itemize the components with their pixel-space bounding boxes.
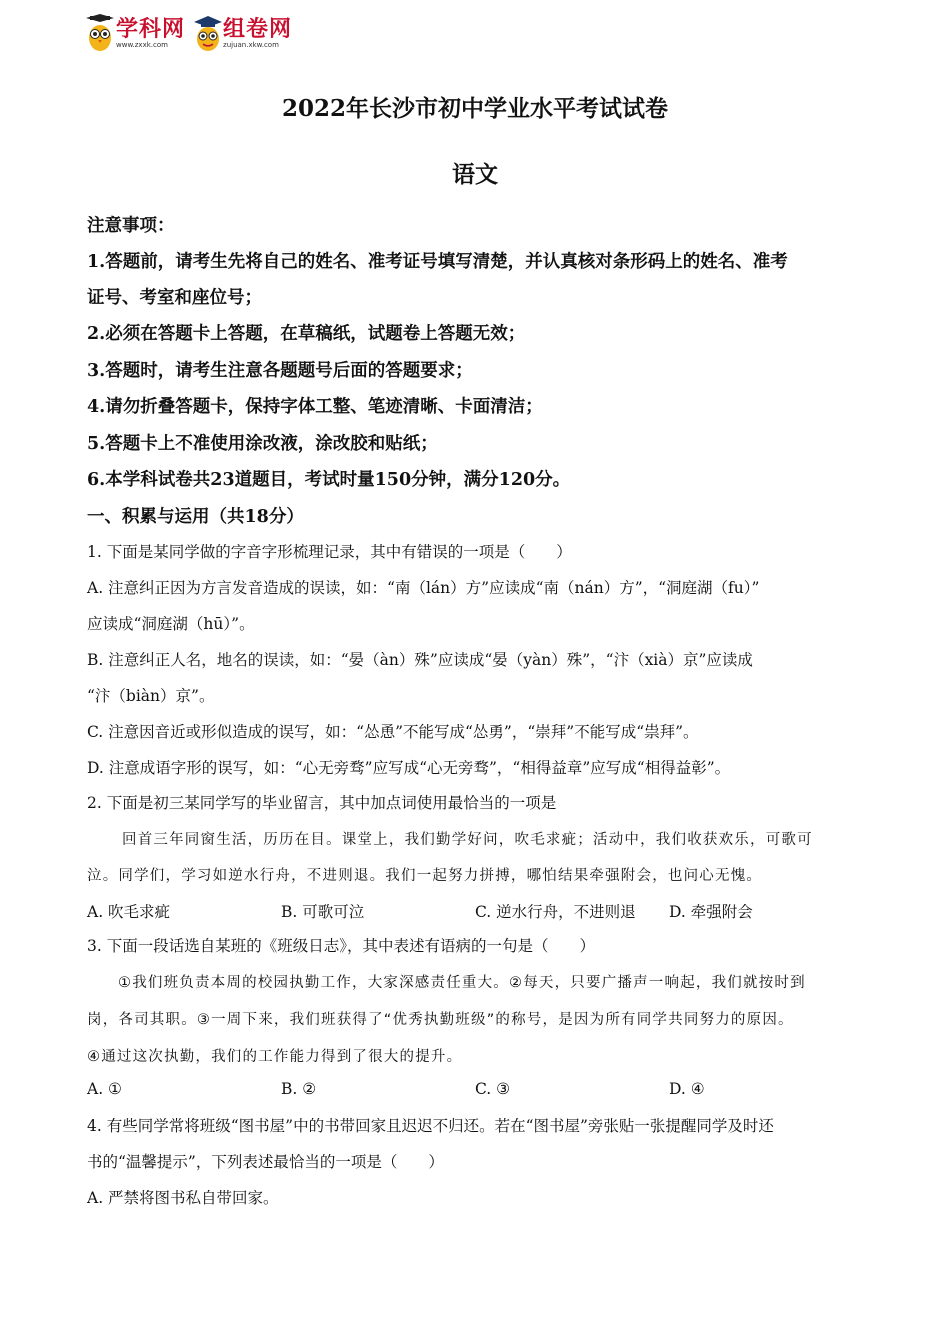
- q1-option-a-cont: 应读成“洞庭湖（hū）”。: [87, 615, 255, 633]
- q3-options: [87, 1080, 863, 1098]
- notice-line: 6.本学科试卷共23道题目，考试时量150分钟，满分120分。: [87, 470, 571, 490]
- q1-option-d: D. 注意成语字形的误写，如：“心无旁骛”应写成“心无旁骛”，“相得益章”应写成“相得益彰”。: [87, 759, 731, 777]
- q3-option: D. ④: [669, 1080, 705, 1098]
- q2-passage-cont: 泣。同学们，学习如逆水行舟，不进则退。我们一起努力拼搏，哪怕结果牵强附会，也问心无愧。: [87, 868, 763, 884]
- notice-line: 4.请勿折叠答题卡，保持字体工整、笔迹清晰、卡面清洁；: [87, 397, 543, 417]
- q3-option: A. ①: [87, 1080, 122, 1098]
- q2-option: C. 逆水行舟，不进则退: [475, 903, 636, 921]
- q3-passage-cont: ④通过这次执勤，我们的工作能力得到了很大的提升。: [87, 1049, 463, 1065]
- q4-option-a: A. 严禁将图书私自带回家。: [87, 1189, 279, 1207]
- zujuan-logo-url: zujuan.xkw.com: [223, 41, 279, 49]
- q2-option: D. 牵强附会: [669, 903, 753, 921]
- q1-option-a: A. 注意纠正因为方言发音造成的误读，如：“南（lán）方”应读成“南（nán）方”，“洞庭湖（fu）”: [87, 579, 760, 597]
- q3-passage: ①我们班负责本周的校园执勤工作，大家深感责任重大。②每天，只要广播声一响起，我们就按时到: [118, 975, 806, 991]
- q3-option: C. ③: [475, 1080, 511, 1098]
- q3-stem: 3. 下面一段话选自某班的《班级日志》，其中表述有语病的一句是（ ）: [87, 937, 595, 955]
- zxxk-logo[interactable]: [86, 14, 185, 54]
- q4-stem-cont: 书的“温馨提示”，下列表述最恰当的一项是（ ）: [87, 1153, 444, 1171]
- q1-option-c: C. 注意因音近或形似造成的误写，如：“怂恿”不能写成“怂勇”，“崇拜”不能写成“祟拜”。: [87, 723, 699, 741]
- zujuan-logo-text: 组卷网: [223, 17, 293, 42]
- q2-option: A. 吹毛求疵: [87, 903, 171, 921]
- notice-line: 2.必须在答题卡上答题，在草稿纸，试题卷上答题无效；: [87, 324, 526, 344]
- owl-mascot-icon: [86, 14, 116, 54]
- notice-heading: 注意事项：: [87, 216, 175, 236]
- zxxk-logo-url: www.zxxk.com: [116, 41, 168, 49]
- q2-options: [87, 900, 863, 922]
- zujuan-logo[interactable]: [193, 14, 292, 54]
- graduate-mascot-icon: [193, 14, 223, 54]
- q1-option-b: B. 注意纠正人名，地名的误读，如：“晏（àn）殊”应读成“晏（yàn）殊”，“汴（xià）京”应读成: [87, 651, 753, 669]
- notice-line: 1.答题前，请考生先将自己的姓名、准考证号填写清楚，并认真核对条形码上的姓名、准考: [87, 252, 788, 272]
- notice-line: 5.答题卡上不准使用涂改液，涂改胶和贴纸；: [87, 434, 438, 454]
- q2-passage: 回首三年同窗生活，历历在目。课堂上，我们勤学好问，吹毛求疵；活动中，我们收获欢乐，可歌可: [122, 832, 813, 848]
- exam-title: 2022年长沙市初中学业水平考试试卷: [281, 95, 668, 122]
- q3-option: B. ②: [281, 1080, 317, 1098]
- q3-passage-cont: 岗，各司其职。③一周下来，我们班获得了“优秀执勤班级”的称号，是因为所有同学共同努力的原因。: [87, 1012, 794, 1028]
- notice-line: 3.答题时，请考生注意各题题号后面的答题要求；: [87, 361, 473, 381]
- q1-option-b-cont: “汴（biàn）京”。: [87, 687, 215, 705]
- notice-line: 证号、考室和座位号；: [87, 288, 262, 308]
- subject-title: 语文: [452, 161, 498, 188]
- q1-stem: 1. 下面是某同学做的字音字形梳理记录，其中有错误的一项是（ ）: [87, 543, 572, 561]
- section-heading: 一、积累与运用（共18分）: [87, 507, 304, 527]
- header-logos: [86, 12, 292, 56]
- zxxk-logo-text: 学科网: [116, 17, 186, 42]
- q2-stem: 2. 下面是初三某同学写的毕业留言，其中加点词使用最恰当的一项是: [87, 794, 557, 812]
- q4-stem: 4. 有些同学常将班级“图书屋”中的书带回家且迟迟不归还。若在“图书屋”旁张贴一张提醒同学及时还: [87, 1117, 774, 1135]
- q2-option: B. 可歌可泣: [281, 903, 365, 921]
